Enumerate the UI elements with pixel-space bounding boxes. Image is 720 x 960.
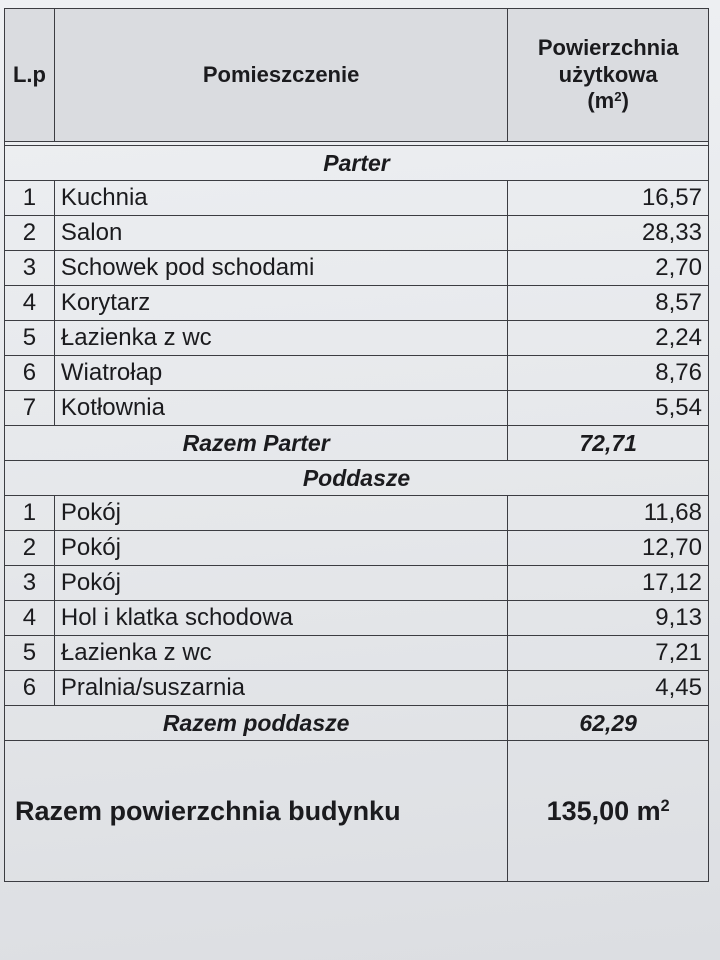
section-title: Parter — [5, 146, 709, 181]
table-row — [5, 181, 709, 216]
room-area: 8,57 — [508, 286, 709, 321]
row-number: 6 — [5, 671, 55, 706]
table-row — [5, 356, 709, 391]
room-area: 7,21 — [508, 636, 709, 671]
row-number: 5 — [5, 321, 55, 356]
section-total-value: 72,71 — [508, 426, 709, 461]
room-name: Pokój — [54, 531, 507, 566]
room-name: Pokój — [54, 566, 507, 601]
room-area: 4,45 — [508, 671, 709, 706]
header-area-unit-open: (m — [587, 88, 615, 114]
room-name: Łazienka z wc — [54, 321, 507, 356]
section-title: Poddasze — [5, 461, 709, 496]
row-number: 2 — [5, 216, 55, 251]
table-row — [5, 636, 709, 671]
room-area: 28,33 — [508, 216, 709, 251]
row-number: 3 — [5, 251, 55, 286]
header-area-line2: użytkowa — [558, 61, 658, 87]
section-header-row — [5, 146, 709, 181]
room-area: 5,54 — [508, 391, 709, 426]
grand-total-row — [5, 741, 709, 882]
section-total-value: 62,29 — [508, 706, 709, 741]
room-area: 2,24 — [508, 321, 709, 356]
table-row — [5, 251, 709, 286]
grand-total-label: Razem powierzchnia budynku — [5, 741, 508, 882]
table-row — [5, 321, 709, 356]
room-area: 11,68 — [508, 496, 709, 531]
room-name: Salon — [54, 216, 507, 251]
section-total-row — [5, 426, 709, 461]
room-area: 17,12 — [508, 566, 709, 601]
header-area-line1: Powierzchnia — [537, 34, 679, 60]
room-name: Łazienka z wc — [54, 636, 507, 671]
section-total-label: Razem Parter — [5, 426, 508, 461]
grand-total-number: 135,00 m — [546, 795, 661, 826]
room-name: Pralnia/suszarnia — [54, 671, 507, 706]
room-name: Kuchnia — [54, 181, 507, 216]
grand-total-unit-sup: 2 — [660, 796, 670, 815]
table-row — [5, 286, 709, 321]
header-area-unit-close: ) — [621, 88, 629, 114]
room-area-table — [4, 8, 709, 882]
table-row — [5, 496, 709, 531]
section-header-row — [5, 461, 709, 496]
table-row — [5, 671, 709, 706]
room-name: Kotłownia — [54, 391, 507, 426]
row-number: 4 — [5, 286, 55, 321]
room-area: 9,13 — [508, 601, 709, 636]
header-room: Pomieszczenie — [54, 9, 507, 142]
grand-total-value — [508, 741, 709, 882]
room-name: Korytarz — [54, 286, 507, 321]
row-number: 1 — [5, 181, 55, 216]
room-area: 8,76 — [508, 356, 709, 391]
row-number: 7 — [5, 391, 55, 426]
table-row — [5, 216, 709, 251]
room-area: 12,70 — [508, 531, 709, 566]
row-number: 6 — [5, 356, 55, 391]
table-row — [5, 566, 709, 601]
header-area-unit-sup: 2 — [614, 89, 622, 105]
room-name: Hol i klatka schodowa — [54, 601, 507, 636]
table-row — [5, 601, 709, 636]
table-row — [5, 531, 709, 566]
room-name: Schowek pod schodami — [54, 251, 507, 286]
room-area: 16,57 — [508, 181, 709, 216]
section-total-row — [5, 706, 709, 741]
section-total-label: Razem poddasze — [5, 706, 508, 741]
row-number: 3 — [5, 566, 55, 601]
room-name: Wiatrołap — [54, 356, 507, 391]
header-lp: L.p — [5, 9, 55, 142]
row-number: 5 — [5, 636, 55, 671]
table-header-row — [5, 9, 709, 142]
row-number: 4 — [5, 601, 55, 636]
table-body — [5, 142, 709, 741]
room-name: Pokój — [54, 496, 507, 531]
table-row — [5, 391, 709, 426]
row-number: 1 — [5, 496, 55, 531]
header-area — [508, 9, 709, 142]
row-number: 2 — [5, 531, 55, 566]
room-area: 2,70 — [508, 251, 709, 286]
